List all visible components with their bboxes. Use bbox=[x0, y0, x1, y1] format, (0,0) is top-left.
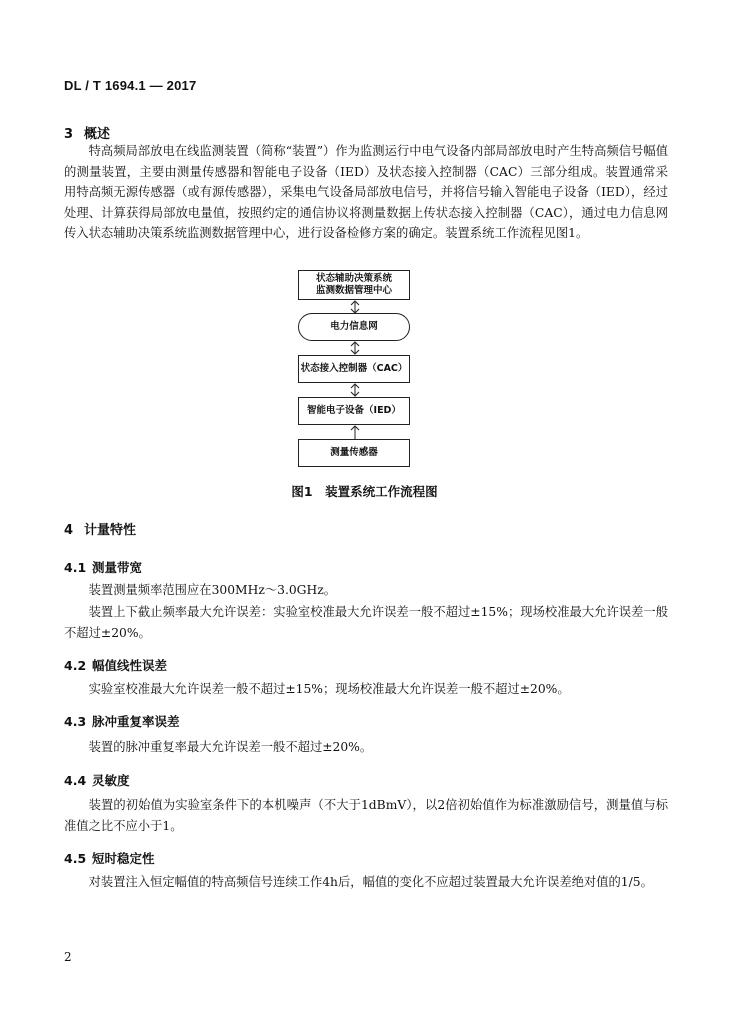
flow-box-sensor: 测量传感器 bbox=[298, 439, 410, 467]
subsection-4-1-heading bbox=[64, 558, 142, 576]
paragraph: 装置的脉冲重复率最大允许误差一般不超过±20%。 bbox=[88, 740, 373, 754]
subsection-4-5-heading bbox=[64, 849, 155, 867]
subsection-title: 灵敏度 bbox=[92, 773, 130, 788]
paragraph: 对装置注入恒定幅值的特高频信号连续工作4h后，幅值的变化不应超过装置最大允许误差绝对值的1/5。 bbox=[88, 875, 653, 889]
subsection-number: 4.4 bbox=[64, 773, 87, 788]
flow-box-cac: 状态接入控制器（CAC） bbox=[298, 355, 410, 383]
paragraph: 装置的初始值为实验室条件下的本机噪声（不大于1dBmV），以2倍初始值作为标准激励信号，测量值与标准值之比不应小于1。 bbox=[64, 798, 668, 833]
document-header: DL / T 1694.1 — 2017 bbox=[64, 78, 197, 93]
paragraph: 装置上下截止频率最大允许误差：实验室校准最大允许误差一般不超过±15%；现场校准最大允许误差一般不超过±20%。 bbox=[64, 605, 668, 640]
subsection-number: 4.1 bbox=[64, 560, 87, 575]
section-3-paragraph: 特高频局部放电在线监测装置（简称“装置”）作为监测运行中电气设备内部局部放电时产生特高频信号幅值的测量装置，主要由测量传感器和智能电子设备（IED）及状态接入控制器（CAC）三部分组成。装置通常采用特高频无源传感器（或有源传感器），采集电气设备局部放电信号，并将信号输入智能电子设备（IED），经过处理、计算获得局部放电量值，按照约定的通信协议将测量数据上传状态接入控制器（CAC），通过电力信息网传入状态辅助决策系统监测数据管理中心，进行设备检修方案的确定。装置系统工作流程见图1。 bbox=[64, 144, 668, 240]
subsection-number: 4.5 bbox=[64, 851, 87, 866]
section-number: 3 bbox=[64, 127, 74, 142]
subsection-title: 短时稳定性 bbox=[92, 851, 155, 866]
double-arrow-icon bbox=[340, 300, 370, 314]
subsection-title: 测量带宽 bbox=[92, 560, 143, 575]
double-arrow-icon bbox=[340, 341, 370, 355]
subsection-title: 幅值线性误差 bbox=[92, 658, 168, 673]
flow-box-management-center: 状态辅助决策系统 监测数据管理中心 bbox=[298, 270, 410, 300]
figure-1-caption: 图1 装置系统工作流程图 bbox=[291, 484, 438, 499]
paragraph: 装置测量频率范围应在300MHz～3.0GHz。 bbox=[88, 583, 337, 597]
subsection-number: 4.2 bbox=[64, 658, 87, 673]
section-number: 4 bbox=[64, 523, 74, 538]
section-4-heading bbox=[64, 519, 136, 538]
subsection-4-4-heading bbox=[64, 771, 130, 789]
subsection-4-2-heading bbox=[64, 656, 167, 674]
up-arrow-icon bbox=[340, 425, 370, 439]
page-number: 2 bbox=[64, 950, 72, 964]
flow-box-ied: 智能电子设备（IED） bbox=[298, 397, 410, 425]
section-title: 计量特性 bbox=[84, 523, 137, 538]
section-title: 概述 bbox=[84, 127, 111, 142]
subsection-title: 脉冲重复率误差 bbox=[92, 714, 180, 729]
paragraph: 实验室校准最大允许误差一般不超过±15%；现场校准最大允许误差一般不超过±20%。 bbox=[88, 682, 570, 696]
double-arrow-icon bbox=[340, 383, 370, 397]
subsection-number: 4.3 bbox=[64, 714, 87, 729]
flow-box-power-network: 电力信息网 bbox=[298, 313, 410, 341]
subsection-4-3-heading bbox=[64, 712, 180, 730]
